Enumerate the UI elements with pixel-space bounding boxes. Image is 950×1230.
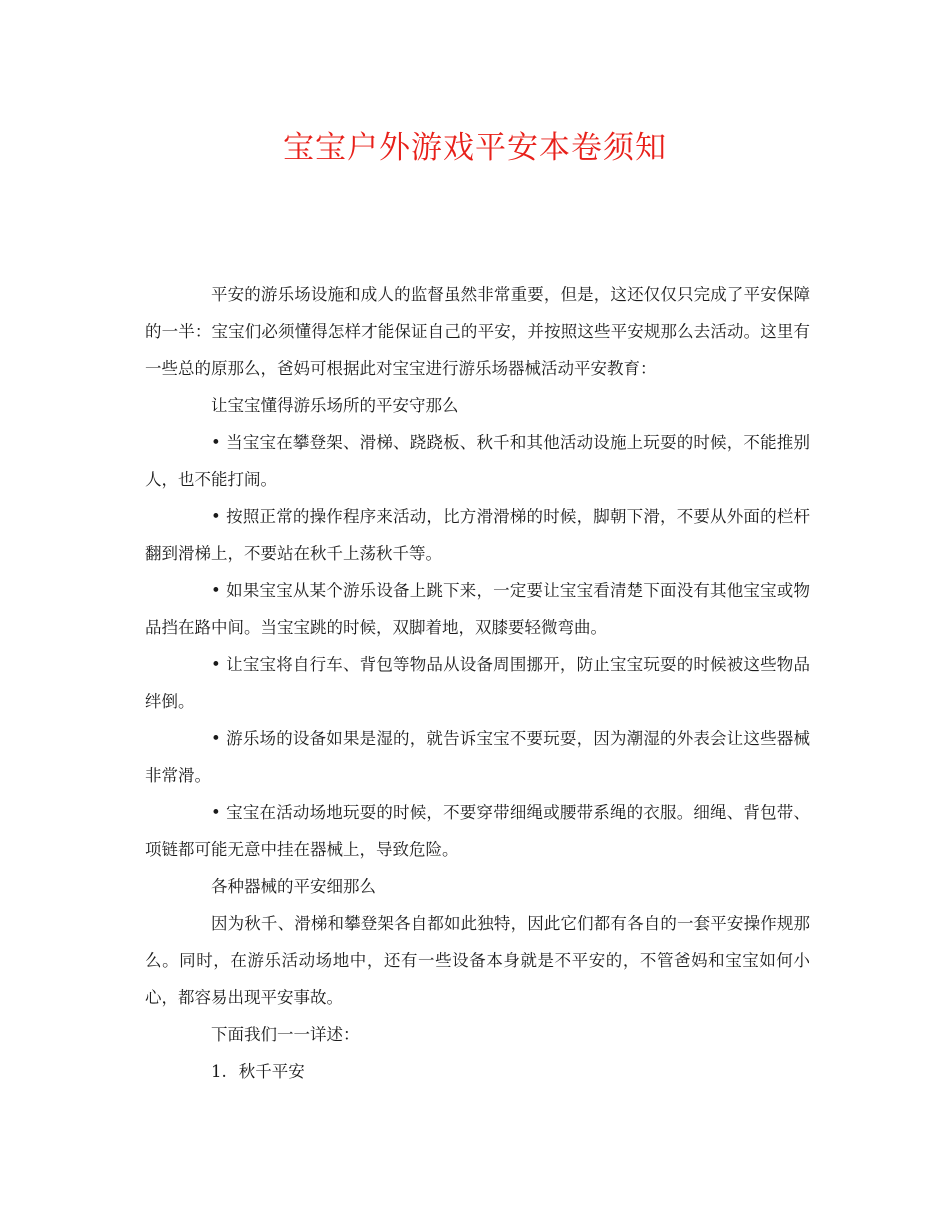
bullet-clothing: • 宝宝在活动场地玩耍的时候，不要穿带细绳或腰带系绳的衣服。细绳、背包带、项链都可能无意中挂在器械上，导致危险。 xyxy=(145,803,810,859)
section-heading-equipment-rules: 各种器械的平安细那么 xyxy=(211,877,376,896)
document-body xyxy=(145,276,810,1090)
bullet-wet-equipment: • 游乐场的设备如果是湿的，就告诉宝宝不要玩耍，因为潮湿的外表会让这些器械非常滑。 xyxy=(145,729,810,785)
details-intro: 下面我们一一详述： xyxy=(211,1025,360,1044)
section-heading-playground-rules: 让宝宝懂得游乐场所的平安守那么 xyxy=(211,396,459,415)
item-text: 秋千平安 xyxy=(238,1062,305,1081)
bullet-move-items: • 让宝宝将自行车、背包等物品从设备周围挪开，防止宝宝玩耍的时候被这些物品绊倒。 xyxy=(145,655,810,711)
bullet-normal-procedure: • 按照正常的操作程序来活动，比方滑滑梯的时候，脚朝下滑，不要从外面的栏杆翻到滑梯上，不要站在秋千上荡秋千等。 xyxy=(145,507,810,563)
bullet-jumping: • 如果宝宝从某个游乐设备上跳下来，一定要让宝宝看清楚下面没有其他宝宝或物品挡在路中间。当宝宝跳的时候，双脚着地，双膝要轻微弯曲。 xyxy=(145,581,810,637)
numbered-item-swing-safety xyxy=(145,1053,810,1090)
intro-paragraph: 平安的游乐场设施和成人的监督虽然非常重要，但是，这还仅仅只完成了平安保障的一半：宝宝们必须懂得怎样才能保证自己的平安，并按照这些平安规那么去活动。这里有一些总的原那么，爸妈可根据此对宝宝进行游乐场器械活动平安教育： xyxy=(145,285,810,378)
bullet-no-pushing: • 当宝宝在攀登架、滑梯、跷跷板、秋千和其他活动设施上玩耍的时候，不能推别人，也不能打闹。 xyxy=(145,433,810,489)
document-title: 宝宝户外游戏平安本卷须知 xyxy=(283,130,667,166)
equipment-paragraph: 因为秋千、滑梯和攀登架各自都如此独特，因此它们都有各自的一套平安操作规那么。同时，在游乐活动场地中，还有一些设备本身就是不平安的，不管爸妈和宝宝如何小心，都容易出现平安事故。 xyxy=(145,914,810,1007)
item-number: 1. xyxy=(211,1062,227,1081)
